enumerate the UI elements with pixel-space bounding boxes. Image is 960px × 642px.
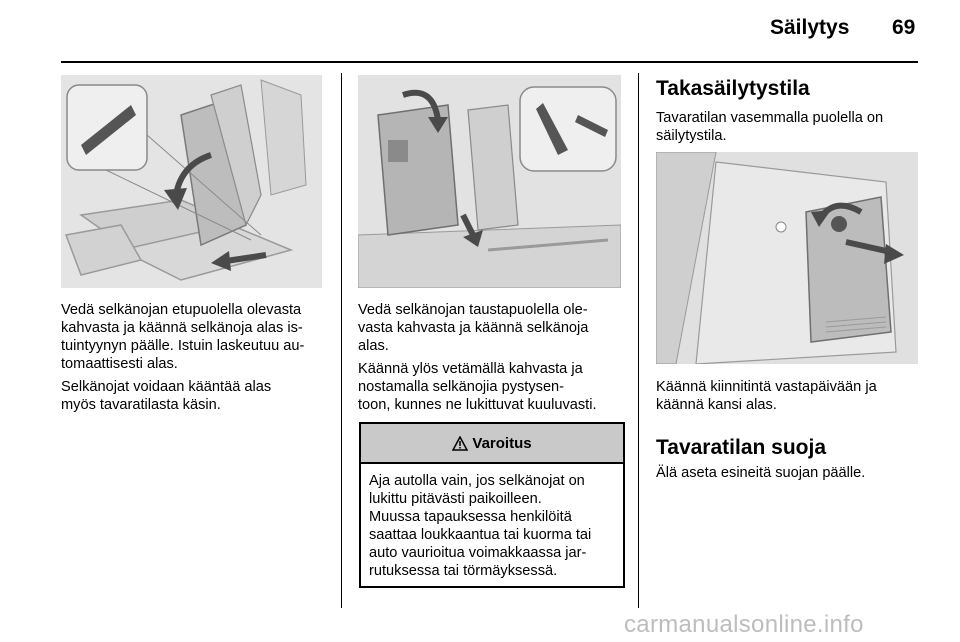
heading-takasailytystila: Takasäilytystila (656, 77, 810, 100)
col1-paragraph-1: Vedä selkänojan etupuolella olevasta kahvasta ja käännä selkänoja alas is- tuintyynyn päälle. Istuin laskeutuu au- tomaattisesti alas. (61, 302, 305, 372)
col2-paragraph-1: Vedä selkänojan taustapuolella ole- vasta kahvasta ja käännä selkänoja alas. (358, 302, 589, 354)
section-title: Säilytys (770, 16, 850, 39)
warning-body: Aja autolla vain, jos selkänojat on lukittu pitävästi paikoilleen. Muussa tapauksessa henkilöitä saattaa loukkaantua tai kuorma tai auto vaurioitua voimakkaassa jar- rutuksessa tai törmäyksessä. (369, 473, 592, 579)
header-rule (61, 61, 918, 63)
col3-paragraph-1: Tavaratilan vasemmalla puolella on säilytystila. (656, 110, 884, 144)
heading-tavaratilan-suoja: Tavaratilan suoja (656, 436, 827, 459)
warning-header (361, 424, 623, 464)
seat-fold-illustration (61, 75, 322, 288)
col3-paragraph-2: Käännä kiinnitintä vastapäivään ja käännä kansi alas. (656, 379, 877, 413)
warning-box (359, 422, 625, 588)
column-divider-2 (638, 73, 639, 608)
col3-paragraph-3: Älä aseta esineitä suojan päälle. (656, 465, 866, 481)
column-divider-1 (341, 73, 342, 608)
storage-compartment-illustration (656, 152, 918, 364)
page-number: 69 (892, 16, 916, 39)
col1-paragraph-2: Selkänojat voidaan kääntää alas myös tavaratilasta käsin. (61, 379, 272, 413)
seat-rear-illustration (358, 75, 621, 288)
warning-title: Varoitus (472, 434, 532, 452)
col2-paragraph-2: Käännä ylös vetämällä kahvasta ja nostamalla selkänojia pystysen- toon, kunnes ne lukittuvat kuuluvasti. (358, 361, 597, 413)
watermark: carmanualsonline.info (624, 611, 864, 638)
warning-triangle-icon (452, 436, 468, 451)
